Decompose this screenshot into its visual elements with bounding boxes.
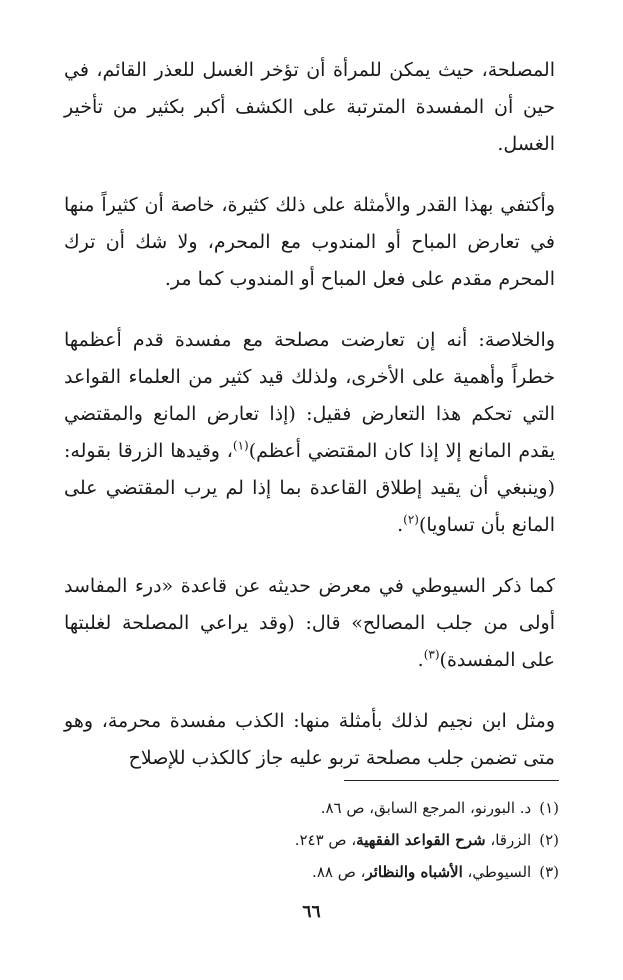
footnote-text: ، ص ٨٨.: [312, 863, 366, 881]
paragraph-text: كما ذكر السيوطي في معرض حديثه عن قاعدة «درء المفاسد أولى من جلب المصالح» قال: (وقد يراعي المصلحة لغلبتها على المفسدة): [64, 575, 555, 671]
footnote-book-title: الأشباه والنظائر: [365, 863, 463, 881]
paragraph-text: والخلاصة: أنه إن تعارضت مصلحة مع مفسدة قدم أعظمها خطراً وأهمية على الأخرى، ولذلك قيد كثير من العلماء القواعد التي تحكم هذا التعارض فقيل: (إذا تعارض المانع والمقتضي يقدم المانع إلا إذا كان المقتضي أعظم): [64, 329, 556, 462]
footnote-text: السيوطي،: [462, 863, 532, 881]
footnotes-list: [64, 792, 559, 888]
footnote-text: الزرقا،: [485, 831, 532, 849]
page-number: ٦٦: [302, 902, 321, 922]
footnote-1: [64, 792, 559, 824]
paragraph-text: .: [397, 514, 404, 536]
footnote-text: د. البورنو، المرجع السابق، ص ٨٦.: [320, 799, 532, 817]
paragraph-text: المصلحة، حيث يمكن للمرأة أن تؤخر الغسل للعذر القائم، في حين أن المفسدة المترتبة على الكشف أكبر بكثير من تأخير الغسل.: [64, 59, 555, 155]
paragraph-text: وأكتفي بهذا القدر والأمثلة على ذلك كثيرة، خاصة أن كثيراً منها في تعارض المباح أو المندوب مع المحرم، ولا شك أن ترك المحرم مقدم على فعل المباح أو المندوب كما مر.: [64, 194, 555, 290]
footnote-number: (٣): [539, 863, 559, 881]
footnote-book-title: شرح القواعد الفقهية: [356, 831, 486, 849]
footnote-ref-1: (١): [232, 438, 249, 453]
footnote-3: [64, 856, 559, 888]
footnote-2: [64, 824, 559, 856]
paragraph-text: ، وقيدها الزرقا بقوله: (وينبغي أن يقيد إطلاق القاعدة بما إذا لم يرب المقتضي على المانع بأن تساويا): [64, 440, 555, 536]
paragraph-2: [64, 187, 555, 298]
footnote-number: (٢): [539, 831, 559, 849]
footnote-number: (١): [539, 799, 559, 817]
paragraph-4: [64, 568, 555, 679]
paragraph-3: [64, 322, 555, 544]
paragraph-5: [64, 703, 555, 777]
footnote-ref-2: (٢): [403, 512, 419, 527]
paragraph-text: ومثل ابن نجيم لذلك بأمثلة منها: الكذب مفسدة محرمة، وهو متى تضمن جلب مصلحة تربو عليه جاز كالكذب للإصلاح: [64, 710, 555, 769]
paragraph-1: [64, 52, 555, 163]
footnote-ref-3: (٣): [423, 647, 440, 662]
paragraph-text: .: [417, 649, 424, 671]
footnote-divider: [344, 780, 559, 781]
footnote-text: ، ص ٢٤٣.: [294, 831, 357, 849]
